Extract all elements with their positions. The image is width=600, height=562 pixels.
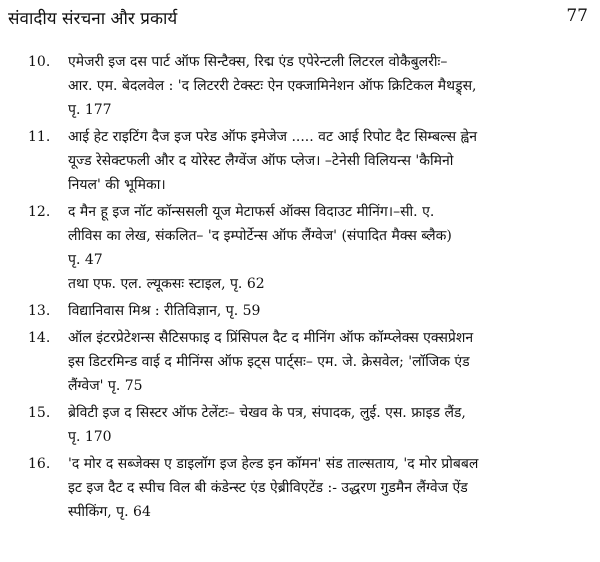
- note-item: [0, 200, 600, 296]
- notes-list: [0, 50, 600, 527]
- note-text-line: इट इज दैट द स्पीच विल बी कंडेन्स्ट एंड ऐब्रीविएटेंड :- उद्धरण गुडमैन लैंग्वेज ऐंड: [68, 480, 468, 496]
- note-number: 15.: [28, 405, 51, 421]
- note-text-line: लैंग्वेज' पृ. 75: [68, 378, 143, 394]
- note-text-line: आई हेट राइटिंग दैज इज परेड ऑफ इमेजेज ..... वट आई रिपोट दैट सिम्बल्स ह्वेन: [68, 129, 477, 145]
- note-number: 14.: [28, 330, 51, 346]
- note-text-line: नियल' की भूमिका।: [68, 177, 166, 193]
- note-text-line: इस डिटरमिन्ड वाई द मीनिंग्स ऑफ इट्स पार्ट्सः– एम. जे. क्रेसवेल; 'लॉजिक एंड: [68, 354, 470, 370]
- note-item: [0, 401, 600, 449]
- note-text-line: पृ. 47: [68, 252, 103, 268]
- page-number: 77: [566, 6, 588, 26]
- note-text-line: द मैन हू इज नॉट कॉन्ससली यूज मेटाफर्स ऑक्स विदाउट मीनिंग।–सी. ए.: [68, 204, 435, 220]
- note-text-line: विद्यानिवास मिश्र : रीतिविज्ञान, पृ. 59: [68, 303, 261, 319]
- note-text-line: पृ. 177: [68, 102, 112, 118]
- note-item: [0, 326, 600, 398]
- note-text-line: पृ. 170: [68, 429, 112, 445]
- note-item: [0, 125, 600, 197]
- note-text-line: ब्रेविटी इज द सिस्टर ऑफ टेलेंटः– चेखव के पत्र, संपादक, लुई. एस. फ्राइड लैंड,: [68, 405, 466, 421]
- note-number: 10.: [28, 54, 51, 70]
- note-item: [0, 50, 600, 122]
- note-text-line: एमेजरी इज दस पार्ट ऑफ सिन्टैक्स, रिद्म एंड एपेरेन्टली लिटरल वोकैबुलरीः–: [68, 54, 448, 70]
- note-text-line: 'द मोर द सब्जेक्स ए डाइलॉग इज हेल्ड इन कॉमन' संड ताल्सताय, 'द मोर प्रोबबल: [68, 456, 479, 472]
- note-number: 16.: [28, 456, 51, 472]
- page-header: [8, 6, 588, 32]
- note-item: [0, 452, 600, 524]
- note-text-line: यूज्ड रेसेक्टफली और द योरेस्ट लैग्वेंज ऑफ प्लेज। –टेनेसी विलियन्स 'कैमिनो: [68, 153, 454, 169]
- note-number: 13.: [28, 303, 51, 319]
- note-item: [0, 299, 600, 323]
- note-text-line: ऑल इंटरप्रेटेशन्स सैटिसफाइ द प्रिंसिपल दैट द मीनिंग ऑफ कॉम्प्लेक्स एक्सप्रेशन: [68, 330, 474, 346]
- note-number: 12.: [28, 204, 51, 220]
- running-title: संवादीय संरचना और प्रकार्य: [8, 9, 178, 29]
- note-text-line: स्पीकिंग, पृ. 64: [68, 504, 151, 520]
- note-text-line: तथा एफ. एल. ल्यूकसः स्टाइल, पृ. 62: [68, 276, 265, 292]
- note-text-line: आर. एम. बेदलवेल : 'द लिटररी टेक्स्टः ऐन एक्जामिनेशन ऑफ क्रिटिकल मैथड्र्स,: [68, 78, 477, 94]
- note-number: 11.: [28, 129, 51, 145]
- note-text-line: लीविस का लेख, संकलित– 'द इम्पोर्टेन्स ऑफ लैंग्वेज' (संपादित मैक्स ब्लैक): [68, 228, 452, 244]
